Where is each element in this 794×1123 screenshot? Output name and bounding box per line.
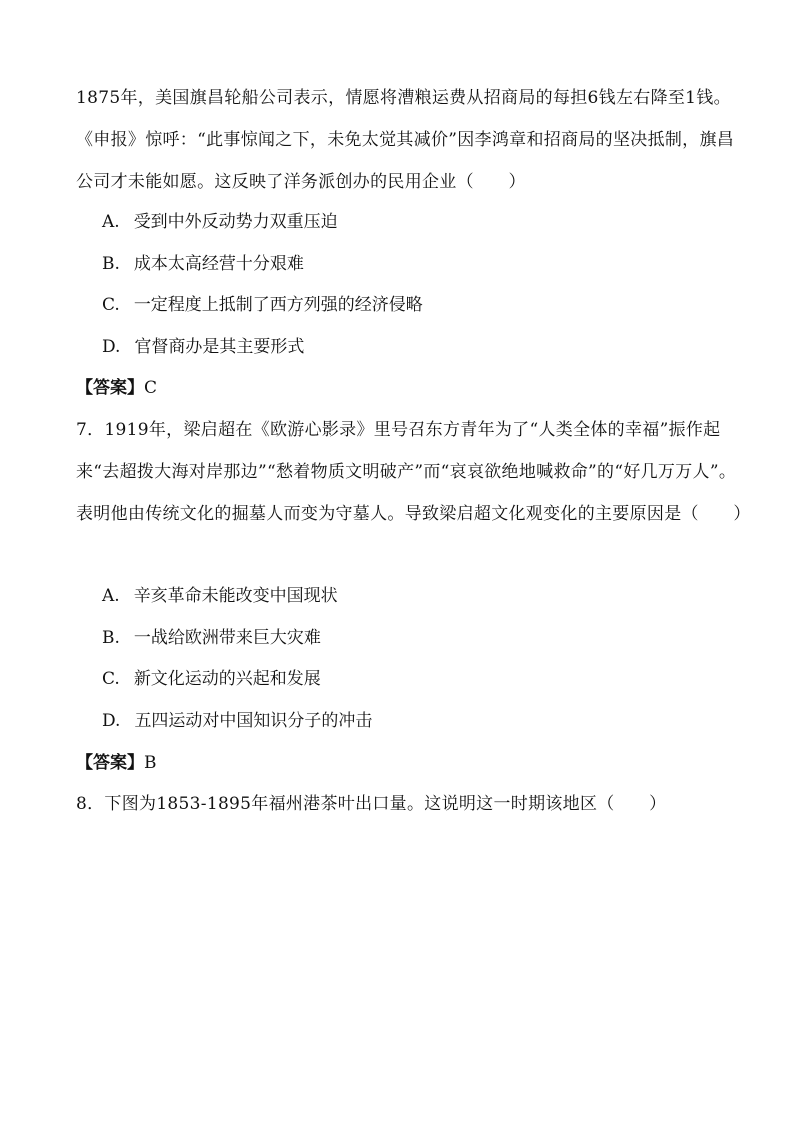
question-6-stem: 1875年，美国旗昌轮船公司表示，情愿将漕粮运费从招商局的每担6钱左右降至1钱。《申报》惊呼：“此事惊闻之下，未免太觉其减价”因李鸿章和招商局的坚决抵制，旗昌公司才未能如愿。这反映了洋务派创办的民用企业（ ）	[76, 88, 735, 192]
answer-label: 【答案】	[76, 378, 144, 398]
option-letter: D.	[102, 337, 121, 357]
option-letter: B.	[102, 254, 120, 274]
answer-label: 【答案】	[76, 753, 144, 773]
question-6-answer	[76, 376, 157, 400]
option-letter: B.	[102, 628, 120, 648]
option-text: 一战给欧洲带来巨大灾难	[133, 628, 321, 648]
option-text: 受到中外反动势力双重压迫	[133, 212, 338, 232]
question-7-stem: 7．1919年，梁启超在《欧游心影录》里号召东方青年为了“人类全体的幸福”振作起来“去超拨大海对岸那边”“愁着物质文明破产”而“哀哀欲绝地喊救命”的“好几万万人”。表明他由传统文化的掘墓人而变为守墓人。导致梁启超文化观变化的主要原因是（ ）	[76, 420, 751, 524]
option-text: 新文化运动的兴起和发展	[133, 669, 321, 689]
question-7-answer	[76, 751, 157, 775]
option-text: 官督商办是其主要形式	[134, 337, 305, 357]
option-text: 五四运动对中国知识分子的冲击	[134, 711, 373, 731]
question-6-option-b[interactable]	[102, 252, 304, 276]
option-letter: A.	[102, 586, 120, 606]
option-letter: D.	[102, 711, 121, 731]
answer-value: C	[144, 378, 158, 398]
option-letter: A.	[102, 212, 120, 232]
option-text: 辛亥革命未能改变中国现状	[133, 586, 338, 606]
question-8-stem: 8．下图为1853-1895年福州港茶叶出口量。这说明这一时期该地区（ ）	[76, 794, 667, 814]
question-7-option-b[interactable]	[102, 626, 321, 650]
option-text: 一定程度上抵制了西方列强的经济侵略	[133, 295, 423, 315]
question-6-option-d[interactable]	[102, 335, 304, 359]
option-text: 成本太高经营十分艰难	[133, 254, 304, 274]
question-7-option-a[interactable]	[102, 584, 338, 608]
question-7-option-d[interactable]	[102, 709, 372, 733]
option-letter: C.	[102, 669, 120, 689]
question-6-option-a[interactable]	[102, 210, 338, 234]
option-letter: C.	[102, 295, 120, 315]
answer-value: B	[144, 753, 157, 773]
question-7-option-c[interactable]	[102, 667, 321, 691]
question-6-option-c[interactable]	[102, 293, 423, 317]
